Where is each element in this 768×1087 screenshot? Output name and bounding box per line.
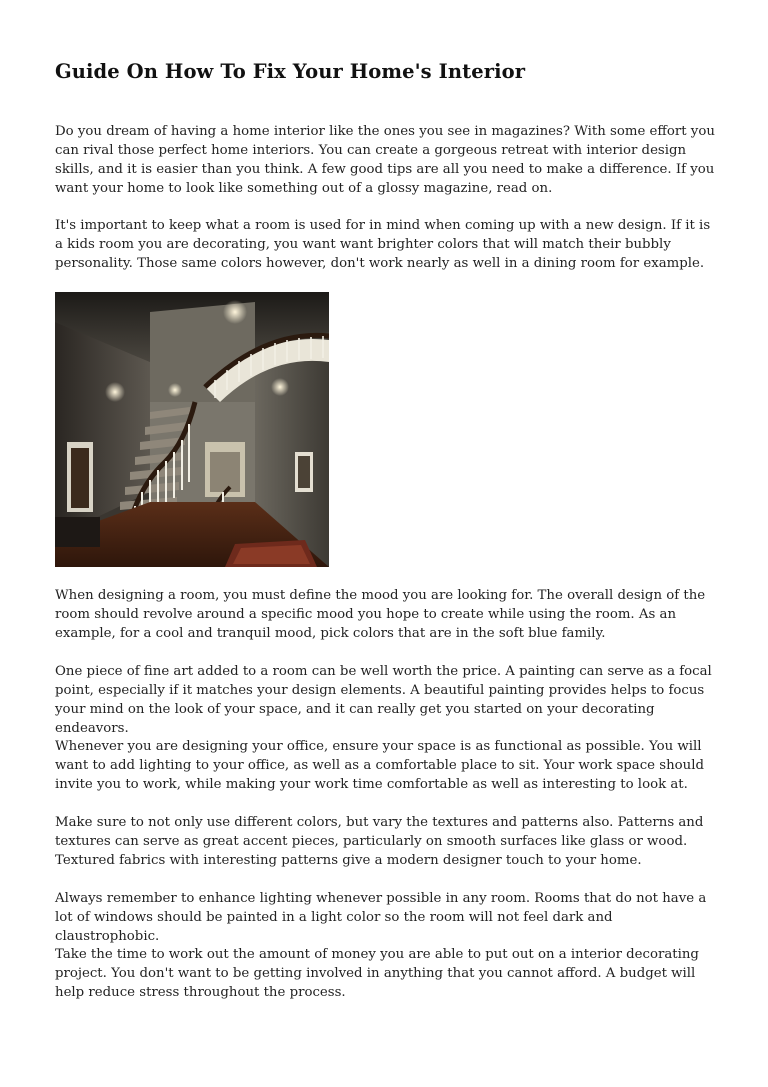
paragraph: Always remember to enhance lighting whenever possible in any room. Rooms that do not have a lot of windows should be painted in a light color so the room will not feel dark and claustrophobic. — [55, 891, 707, 944]
page-title: Guide On How To Fix Your Home's Interior — [55, 60, 526, 83]
paragraph: Whenever you are designing your office, ensure your space is as functional as possible. You will want to add lighting to your office, as well as a comfortable place to sit. Your work space should invite you to work, while making your work time comfortable as well as interesting to look at. — [55, 739, 704, 792]
paragraph: Take the time to work out the amount of money you are able to put out on a interior decorating project. You don't want to be getting involved in anything that you cannot afford. A budget will help reduce stress throughout the process. — [55, 947, 699, 1000]
paragraph: When designing a room, you must define the mood you are looking for. The overall design of the room should revolve around a specific mood you hope to create while using the room. As an example, for a cool and tranquil mood, pick colors that are in the soft blue family. — [55, 588, 706, 641]
paragraph: Do you dream of having a home interior like the ones you see in magazines? With some effort you can rival those perfect home interiors. You can create a gorgeous retreat with interior design skills, and it is easier than you think. A few good tips are all you need to make a difference. If you want your home to look like something out of a glossy magazine, read on. — [55, 124, 715, 196]
paragraph: Make sure to not only use different colors, but vary the textures and patterns also. Patterns and textures can serve as great accent pieces, particularly on smooth surfaces like glass or wood. Textured fabrics with interesting patterns give a modern designer touch to your home. — [55, 815, 704, 868]
paragraph: One piece of fine art added to a room can be well worth the price. A painting can serve as a focal point, especially if it matches your design elements. A beautiful painting provides helps to focus your mind on the look of your space, and it can really get you started on your decorating endeavors. — [55, 664, 712, 736]
paragraph: It's important to keep what a room is used for in mind when coming up with a new design. If it is a kids room you are decorating, you want want brighter colors that will match their bubbly personality. Those same colors however, don't work nearly as well in a dining room for example. — [55, 218, 711, 271]
interior-staircase-photo — [55, 292, 329, 567]
